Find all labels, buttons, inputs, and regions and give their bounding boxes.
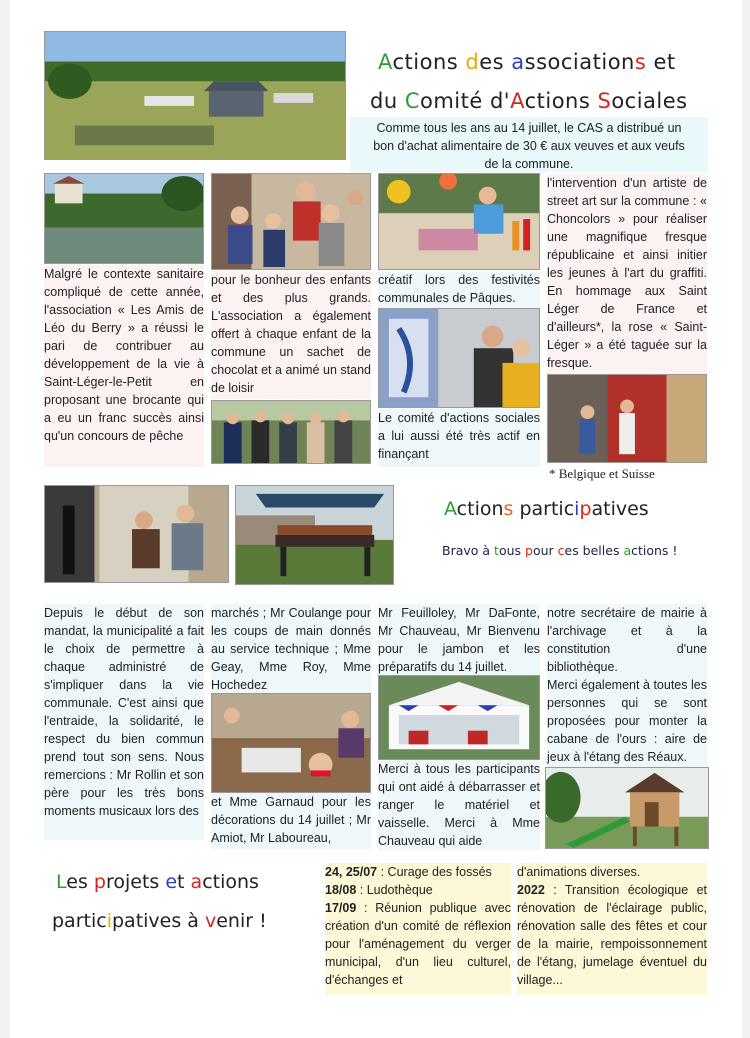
top-title-line1: Actions des associations et	[378, 50, 676, 74]
playhouse-photo	[545, 767, 709, 849]
agenda-col2	[517, 863, 707, 995]
decorations-photo	[211, 693, 371, 793]
mid-title: Actions participatives	[444, 498, 649, 520]
bbq-grill-photo	[235, 485, 394, 585]
bottom-title-line1: Les projets et actions	[56, 871, 259, 893]
street-art-photo	[378, 308, 540, 408]
participation-col2b: et Mme Garnaud pour les décorations du 14 juillet ; Mr Amiot, Mr Laboureau,	[211, 793, 371, 849]
participation-col3b: Merci à tous les participants qui ont aidé à débarrasser et ranger le matériel et vaisselle. Merci à Mme Chauveau qui aide	[378, 762, 540, 848]
musicians-photo	[44, 485, 229, 583]
agenda-item-3: 17/09 : Réunion publique avec création d'un comité de réflexion pour l'aménagement du verger municipal, d'un lieu culturel, d'échanges et	[325, 901, 511, 987]
brocante-aerial-photo	[44, 31, 346, 160]
cas-text: Comme tous les ans au 14 juillet, le CAS a distribué un bon d'achat alimentaire de 30 € aux veuves et aux veufs de la commune.	[350, 117, 708, 172]
participation-col2a: marchés ; Mr Coulange pour les coups de main donnés au service technique ; Mme Geay, Mme Roy, Mme Hochedez	[211, 606, 371, 692]
top-title-line2: du Comité d'Actions Sociales	[370, 89, 688, 113]
mid-subtitle: Bravo à tous pour ces belles actions !	[442, 543, 678, 558]
col4-text: l'intervention d'un artiste de street art sur la commune : « Choncolors » pour réaliser une magnifique fresque républicaine et ainsi initier les jeunes à l'art du graffiti. En hommage aux Saint Léger de France et d'ailleurs*, la rose « Saint-Léger » a été taguée sur la fresque.	[547, 174, 707, 374]
graffiti-workshop-photo	[547, 374, 707, 463]
easter-craft-photo	[378, 173, 540, 270]
participation-col4b: Merci également à toutes les personnes qui se sont proposées pour monter la cabane de l'ours : aire de jeux à l'étang des Réaux.	[547, 676, 707, 768]
volunteers-group-photo	[211, 400, 371, 464]
participation-col1: Depuis le début de son mandat, la municipalité a fait le choix de permettre à chaque administré de s'impliquer dans la vie communale. C'est ainsi que l'entraide, la solidarité, le respect du bien commun prend tout son sens. Nous remercions : Mr Rollin et son père pour les très bons moments musicaux lors des	[44, 604, 204, 840]
pond-fishing-photo	[44, 173, 204, 264]
col2-text: pour le bonheur des enfants et des plus grands. L'association a également offert à chaque enfant de la commune un sachet de chocolat et a animé un stand de loisir	[211, 271, 371, 399]
agenda-item-2: 18/08 : Ludothèque	[325, 883, 433, 897]
col1-text: Malgré le contexte sanitaire compliqué de cette année, l'association « Les Amis de Léo du Berry » a réussi le pari de contribuer au développement de la vie à Saint-Léger-le-Petit en proposant une brocante qui a eu un franc succès ainsi qu'un concours de pêche	[44, 265, 204, 467]
tent-photo	[378, 675, 540, 760]
participation-col3a: Mr Feuilloley, Mr DaFonte, Mr Chauveau, Mr Bienvenu pour le jambon et les préparatifs du 14 juillet.	[378, 606, 540, 674]
agenda-item-1: 24, 25/07 : Curage des fossés	[325, 865, 492, 879]
col3a-text: créatif lors des festivités communales de Pâques.	[378, 271, 540, 309]
agenda-item-4: d'animations diverses.	[517, 865, 641, 879]
agenda-col1	[325, 863, 511, 995]
bottom-title-line2: participatives à venir !	[52, 910, 267, 932]
agenda-item-5: 2022 : Transition écologique et rénovation de l'éclairage public, rénovation salle des fêtes et cour de la mairie, rempoissonnement de l'étang, jumelage éventuel du village...	[517, 883, 707, 987]
footnote: * Belgique et Suisse	[549, 466, 655, 481]
col3b-text: Le comité d'actions sociales a lui aussi été très actif en finançant	[378, 409, 540, 467]
participation-col4a: notre secrétaire de mairie à l'archivage et à la constitution d'une bibliothèque.	[547, 606, 707, 674]
children-chocolate-photo	[211, 173, 371, 270]
